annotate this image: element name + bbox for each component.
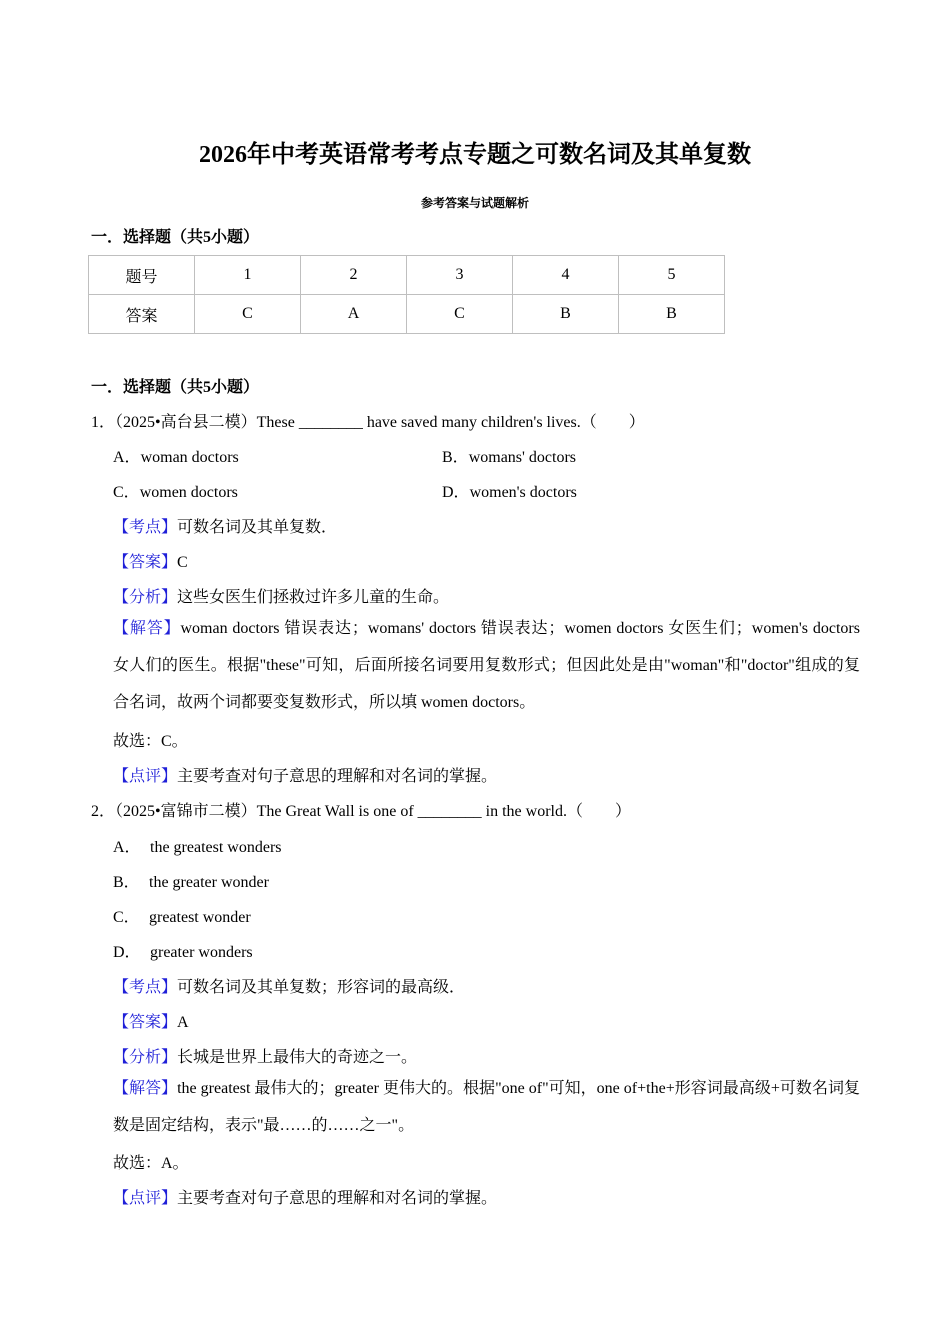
- option-label: B．: [442, 449, 469, 466]
- option-text: the greatest wonders: [150, 839, 282, 856]
- question-source: （2025•富锦市二模）: [115, 803, 257, 820]
- option-label: A．: [113, 449, 141, 466]
- answer-text: A: [177, 1014, 189, 1031]
- question-1-option-a: [113, 444, 239, 467]
- question-1-solution: [113, 610, 860, 721]
- answer-summary-table: [88, 255, 725, 334]
- comment-tag: 【点评】: [113, 768, 178, 785]
- question-2-answer: [113, 1009, 189, 1032]
- analysis-text: 长城是世界上最伟大的奇迹之一。: [177, 1049, 418, 1066]
- option-label: B．: [113, 874, 140, 891]
- question-1-option-b: [442, 444, 576, 467]
- option-label: C．: [113, 909, 140, 926]
- question-1-kaodian: [113, 514, 337, 537]
- analysis-text: 这些女医生们拯救过许多儿童的生命。: [177, 589, 450, 606]
- table-cell: 4: [513, 256, 619, 295]
- question-2-choice: 故选：A。: [113, 1155, 189, 1172]
- question-2-comment: [113, 1185, 497, 1208]
- question-1-comment: [113, 763, 497, 786]
- question-2-solution: [113, 1070, 860, 1144]
- option-text: woman doctors: [140, 449, 239, 466]
- comment-text: 主要考查对句子意思的理解和对名词的掌握。: [177, 768, 498, 785]
- table-cell: 1: [195, 256, 301, 295]
- table-cell: 答案: [89, 295, 195, 334]
- table-cell: 3: [407, 256, 513, 295]
- table-cell: 题号: [89, 256, 195, 295]
- option-text: greatest wonder: [149, 909, 251, 926]
- table-cell: 5: [619, 256, 725, 295]
- question-1-analysis: [113, 584, 449, 607]
- kaodian-tag: 【考点】: [113, 979, 178, 996]
- comment-text: 主要考查对句子意思的理解和对名词的掌握。: [177, 1190, 498, 1207]
- option-label: A．: [113, 839, 141, 856]
- question-1-stem-line: [91, 409, 645, 432]
- question-2-option-b: [113, 869, 269, 892]
- option-text: greater wonders: [150, 944, 253, 961]
- option-text: the greater wonder: [149, 874, 269, 891]
- kaodian-text: 可数名词及其单复数．: [177, 519, 338, 536]
- answer-text: C: [177, 554, 188, 571]
- table-row-answers: [89, 295, 725, 334]
- option-label: C．: [113, 484, 140, 501]
- analysis-tag: 【分析】: [113, 1049, 178, 1066]
- question-2-option-d: [113, 939, 253, 962]
- solution-text: woman doctors 错误表达；womans' doctors 错误表达；women doctors 女医生们；women's doctors 女人们的医生。根据"these"可知，后面所接名词要用复数形式；但因此处是由"woman"和"doctor"组成的复合名词，故两个词都要变复数形式，所以填 women doctors。: [113, 620, 860, 711]
- question-2-option-a: [113, 834, 282, 857]
- table-cell: 2: [301, 256, 407, 295]
- question-1-answer: [113, 549, 188, 572]
- option-text: womans' doctors: [468, 449, 576, 466]
- question-2-kaodian: [113, 974, 465, 997]
- document-title: 2026年中考英语常考考点专题之可数名词及其单复数: [199, 142, 751, 168]
- analysis-tag: 【分析】: [113, 589, 178, 606]
- question-stem: The Great Wall is one of ________ in the world.（ ）: [256, 803, 631, 820]
- question-1-option-c: [113, 479, 238, 502]
- question-stem: These ________ have saved many children's lives.（ ）: [256, 414, 645, 431]
- comment-tag: 【点评】: [113, 1190, 178, 1207]
- question-2-stem-line: [91, 798, 631, 821]
- question-2-analysis: [113, 1044, 417, 1067]
- answer-summary-heading: 一．选择题（共5小题）: [91, 229, 260, 246]
- answer-tag: 【答案】: [113, 554, 178, 571]
- option-text: women doctors: [139, 484, 238, 501]
- table-row-question-numbers: [89, 256, 725, 295]
- kaodian-text: 可数名词及其单复数；形容词的最高级．: [177, 979, 466, 996]
- table-cell: C: [195, 295, 301, 334]
- option-text: women's doctors: [469, 484, 577, 501]
- section-heading: 一．选择题（共5小题）: [91, 379, 260, 396]
- table-cell: C: [407, 295, 513, 334]
- question-source: （2025•高台县二模）: [115, 414, 257, 431]
- question-number: 2．: [91, 803, 116, 820]
- question-1-choice: 故选：C。: [113, 733, 188, 750]
- option-label: D．: [442, 484, 470, 501]
- option-label: D．: [113, 944, 141, 961]
- question-2-option-c: [113, 904, 251, 927]
- solution-tag: 【解答】: [113, 620, 181, 637]
- table-cell: B: [513, 295, 619, 334]
- solution-tag: 【解答】: [113, 1080, 178, 1097]
- kaodian-tag: 【考点】: [113, 519, 178, 536]
- document-subtitle: 参考答案与试题解析: [420, 196, 529, 210]
- solution-text: the greatest 最伟大的；greater 更伟大的。根据"one of"可知，one of+the+形容词最高级+可数名词复数是固定结构，表示"最……的……之一"。: [113, 1080, 860, 1134]
- answer-tag: 【答案】: [113, 1014, 178, 1031]
- question-1-option-d: [442, 479, 577, 502]
- table-cell: A: [301, 295, 407, 334]
- table-cell: B: [619, 295, 725, 334]
- question-number: 1．: [91, 414, 116, 431]
